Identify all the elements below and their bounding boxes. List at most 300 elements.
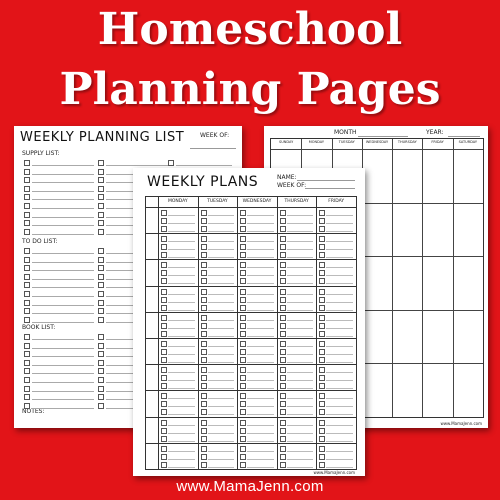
checkbox <box>161 428 167 434</box>
grid-line <box>146 364 356 365</box>
weekly-plans-title: WEEKLY PLANS <box>147 174 259 190</box>
grid-line <box>277 197 278 469</box>
checkbox <box>24 177 30 183</box>
checkbox <box>319 383 325 389</box>
checklist-line <box>32 208 94 209</box>
checklist-line <box>32 348 94 349</box>
checklist-line <box>287 459 314 460</box>
checklist-line <box>326 354 353 355</box>
checkbox <box>161 375 167 381</box>
checkbox <box>24 203 30 209</box>
checkbox <box>161 420 167 426</box>
grid-line <box>146 207 356 208</box>
checklist-line <box>287 406 314 407</box>
checkbox <box>280 454 286 460</box>
checkbox <box>201 462 207 468</box>
checkbox <box>98 203 104 209</box>
checkbox <box>98 291 104 297</box>
checkbox <box>201 278 207 284</box>
checklist-line <box>208 459 235 460</box>
checkbox <box>98 403 104 409</box>
checkbox <box>161 446 167 452</box>
checkbox <box>161 244 167 250</box>
checklist-line <box>208 425 235 426</box>
checklist-line <box>287 388 314 389</box>
checklist-line <box>208 283 235 284</box>
checkbox <box>201 367 207 373</box>
checkbox <box>98 186 104 192</box>
checkbox <box>161 236 167 242</box>
checklist-line <box>168 310 195 311</box>
checkbox <box>201 297 207 303</box>
checkbox <box>161 210 167 216</box>
day-header: FRIDAY <box>328 199 345 204</box>
checkbox <box>161 383 167 389</box>
checkbox <box>161 262 167 268</box>
day-header: WEDNESDAY <box>365 140 389 144</box>
checklist-line <box>32 382 94 383</box>
checklist-line <box>326 310 353 311</box>
checkbox <box>240 278 246 284</box>
checklist-line <box>247 451 274 452</box>
checkbox <box>24 282 30 288</box>
checkbox <box>24 386 30 392</box>
checklist-line <box>247 467 274 468</box>
checklist-line <box>287 231 314 232</box>
checkbox <box>240 454 246 460</box>
checklist-line <box>32 199 94 200</box>
checklist-line <box>247 362 274 363</box>
checkbox <box>161 297 167 303</box>
grid-line <box>392 139 393 417</box>
checklist-line <box>168 354 195 355</box>
checkbox <box>280 357 286 363</box>
weekly-plans-page <box>133 168 365 476</box>
checkbox <box>24 360 30 366</box>
checklist-line <box>247 388 274 389</box>
checklist-line <box>326 414 353 415</box>
checklist-line <box>208 241 235 242</box>
checkbox <box>319 297 325 303</box>
checkbox <box>240 226 246 232</box>
checklist-line <box>168 406 195 407</box>
checkbox <box>161 367 167 373</box>
checkbox <box>201 401 207 407</box>
checkbox <box>24 334 30 340</box>
checkbox <box>98 248 104 254</box>
checklist-line <box>326 231 353 232</box>
checklist-line <box>326 372 353 373</box>
checkbox <box>240 436 246 442</box>
checkbox <box>319 401 325 407</box>
checklist-line <box>247 328 274 329</box>
checkbox <box>98 169 104 175</box>
checkbox <box>98 274 104 280</box>
checkbox <box>24 394 30 400</box>
checkbox <box>24 257 30 263</box>
checklist-line <box>287 241 314 242</box>
checkbox <box>98 308 104 314</box>
checklist-line <box>32 234 94 235</box>
checkbox <box>280 270 286 276</box>
checklist-line <box>287 354 314 355</box>
checklist-line <box>247 346 274 347</box>
checkbox <box>24 265 30 271</box>
checkbox <box>240 375 246 381</box>
checkbox <box>319 436 325 442</box>
checkbox <box>98 160 104 166</box>
checkbox <box>240 420 246 426</box>
checkbox <box>161 401 167 407</box>
checkbox <box>319 341 325 347</box>
checkbox <box>24 377 30 383</box>
checkbox <box>24 220 30 226</box>
checklist-line <box>326 267 353 268</box>
checklist-line <box>208 414 235 415</box>
grid-line <box>198 197 199 469</box>
checkbox <box>319 323 325 329</box>
checkbox <box>319 289 325 295</box>
grid-line <box>146 312 356 313</box>
checklist-line <box>168 372 195 373</box>
day-header: TUESDAY <box>338 140 355 144</box>
checklist-line <box>287 372 314 373</box>
checkbox <box>98 343 104 349</box>
checklist-line <box>208 388 235 389</box>
checklist-line <box>326 249 353 250</box>
checklist-line <box>168 215 195 216</box>
checklist-line <box>287 249 314 250</box>
checklist-line <box>326 223 353 224</box>
day-header: WEDNESDAY <box>242 199 272 204</box>
checkbox <box>24 317 30 323</box>
checkbox <box>161 349 167 355</box>
weekly-plans-week-of: WEEK OF: <box>277 182 307 189</box>
checklist-line <box>287 215 314 216</box>
checkbox <box>240 401 246 407</box>
checklist-line <box>326 257 353 258</box>
checklist-line <box>168 380 195 381</box>
checkbox <box>24 300 30 306</box>
supply-list-label: SUPPLY LIST: <box>22 150 60 157</box>
checklist-line <box>208 451 235 452</box>
checkbox <box>24 169 30 175</box>
grid-line <box>146 417 356 418</box>
checkbox <box>201 262 207 268</box>
grid-line <box>146 443 356 444</box>
checklist-line <box>208 302 235 303</box>
checklist-line <box>326 388 353 389</box>
day-header: SUNDAY <box>278 140 294 144</box>
checkbox <box>319 226 325 232</box>
grid-line <box>146 390 356 391</box>
month-page-footer: www.MamaJenn.com <box>440 421 482 426</box>
checklist-line <box>168 302 195 303</box>
checklist-line <box>247 283 274 284</box>
checklist-line <box>208 215 235 216</box>
checkbox <box>161 218 167 224</box>
checkbox <box>319 420 325 426</box>
checkbox <box>319 428 325 434</box>
checklist-line <box>287 414 314 415</box>
checklist-line <box>247 302 274 303</box>
checklist-line <box>287 362 314 363</box>
checklist-line <box>287 275 314 276</box>
checklist-line <box>326 346 353 347</box>
checkbox <box>201 436 207 442</box>
checkbox <box>98 282 104 288</box>
checklist-line <box>326 336 353 337</box>
checklist-line <box>247 310 274 311</box>
checklist-line <box>326 362 353 363</box>
checklist-line <box>168 467 195 468</box>
checkbox <box>240 462 246 468</box>
checkbox <box>240 428 246 434</box>
checklist-line <box>247 414 274 415</box>
checkbox <box>201 409 207 415</box>
checklist-line <box>287 425 314 426</box>
checkbox <box>24 229 30 235</box>
grid-line <box>146 286 356 287</box>
checklist-line <box>208 336 235 337</box>
weekly-plans-grid <box>145 196 357 470</box>
checklist-line <box>326 328 353 329</box>
day-header: TUESDAY <box>207 199 228 204</box>
checkbox <box>201 375 207 381</box>
grid-line <box>453 139 454 417</box>
day-header: THURSDAY <box>284 199 309 204</box>
checkbox <box>280 244 286 250</box>
planning-list-title: WEEKLY PLANNING LIST <box>20 130 185 145</box>
checkbox <box>240 341 246 347</box>
checkbox <box>319 462 325 468</box>
checklist-line <box>287 398 314 399</box>
checkbox <box>24 308 30 314</box>
checklist-line <box>326 441 353 442</box>
checklist-line <box>208 398 235 399</box>
checkbox <box>319 244 325 250</box>
checklist-line <box>247 433 274 434</box>
year-label: YEAR: <box>426 129 444 136</box>
checkbox <box>24 403 30 409</box>
checkbox <box>240 210 246 216</box>
checklist-line <box>168 451 195 452</box>
checklist-line <box>168 241 195 242</box>
checklist-line <box>208 441 235 442</box>
checklist-line <box>32 391 94 392</box>
grid-line <box>271 149 483 150</box>
checkbox <box>98 360 104 366</box>
to-do-list-label: TO DO LIST: <box>22 238 58 245</box>
checkbox <box>201 428 207 434</box>
checkbox <box>201 210 207 216</box>
title-line-1: Homeschool <box>97 4 403 55</box>
checklist-line <box>208 294 235 295</box>
checkbox <box>201 323 207 329</box>
title-line-2: Planning Pages <box>59 64 441 115</box>
checkbox <box>201 349 207 355</box>
checkbox <box>319 349 325 355</box>
checkbox <box>24 160 30 166</box>
checklist-line <box>208 275 235 276</box>
grid-line <box>146 233 356 234</box>
checkbox <box>161 393 167 399</box>
checklist-line <box>208 310 235 311</box>
footer-url: www.MamaJenn.com <box>176 478 324 495</box>
checklist-line <box>32 253 94 254</box>
checkbox <box>201 331 207 337</box>
weekly-plans-name: NAME: <box>277 174 297 181</box>
checklist-line <box>208 346 235 347</box>
checkbox <box>24 274 30 280</box>
checkbox <box>319 218 325 224</box>
checklist-line <box>208 257 235 258</box>
checkbox <box>24 343 30 349</box>
checkbox <box>280 226 286 232</box>
checklist-line <box>168 414 195 415</box>
book-list-label: BOOK LIST: <box>22 324 56 331</box>
checkbox <box>24 212 30 218</box>
checklist-line <box>32 313 94 314</box>
checkbox <box>280 428 286 434</box>
checklist-line <box>106 165 168 166</box>
checklist-line <box>32 356 94 357</box>
checklist-line <box>168 459 195 460</box>
checkbox <box>98 317 104 323</box>
checkbox <box>98 351 104 357</box>
checklist-line <box>247 257 274 258</box>
checkbox <box>319 331 325 337</box>
checklist-line <box>168 223 195 224</box>
checkbox <box>98 368 104 374</box>
checklist-line <box>326 320 353 321</box>
checklist-line <box>168 320 195 321</box>
checkbox <box>98 300 104 306</box>
checkbox <box>240 357 246 363</box>
checkbox <box>98 257 104 263</box>
checkbox <box>161 252 167 258</box>
checklist-line <box>32 339 94 340</box>
checkbox <box>280 236 286 242</box>
checklist-line <box>287 294 314 295</box>
checklist-line <box>247 380 274 381</box>
checkbox <box>240 409 246 415</box>
checkbox <box>168 160 174 166</box>
checklist-line <box>208 223 235 224</box>
checklist-line <box>326 467 353 468</box>
checkbox <box>280 297 286 303</box>
checklist-line <box>287 380 314 381</box>
checkbox <box>201 270 207 276</box>
grid-line <box>146 338 356 339</box>
checkbox <box>201 236 207 242</box>
checklist-line <box>247 425 274 426</box>
checklist-line <box>168 362 195 363</box>
checkbox <box>98 377 104 383</box>
checkbox <box>240 244 246 250</box>
checkbox <box>201 393 207 399</box>
checkbox <box>319 315 325 321</box>
checklist-line <box>168 267 195 268</box>
checkbox <box>161 357 167 363</box>
day-header: SATURDAY <box>458 140 478 144</box>
checklist-line <box>168 346 195 347</box>
checklist-line <box>208 354 235 355</box>
grid-line <box>146 259 356 260</box>
checkbox <box>280 401 286 407</box>
day-header: MONDAY <box>167 199 188 204</box>
checkbox <box>201 252 207 258</box>
checklist-line <box>287 223 314 224</box>
checklist-line <box>326 425 353 426</box>
checkbox <box>280 262 286 268</box>
checkbox <box>240 305 246 311</box>
checkbox <box>280 409 286 415</box>
checkbox <box>280 252 286 258</box>
checkbox <box>24 368 30 374</box>
checklist-line <box>32 182 94 183</box>
checkbox <box>161 226 167 232</box>
checklist-line <box>32 191 94 192</box>
checkbox <box>319 375 325 381</box>
notes-label: NOTES: <box>22 408 45 415</box>
checklist-line <box>247 441 274 442</box>
checkbox <box>24 194 30 200</box>
checkbox <box>240 262 246 268</box>
checkbox <box>98 212 104 218</box>
checkbox <box>240 446 246 452</box>
checkbox <box>161 289 167 295</box>
checklist-line <box>208 406 235 407</box>
checklist-line <box>326 433 353 434</box>
checklist-line <box>168 441 195 442</box>
checklist-line <box>326 398 353 399</box>
checklist-line <box>168 257 195 258</box>
checkbox <box>319 393 325 399</box>
checklist-line <box>168 433 195 434</box>
checklist-line <box>32 279 94 280</box>
checkbox <box>280 218 286 224</box>
checklist-line <box>32 225 94 226</box>
checklist-line <box>208 433 235 434</box>
checkbox <box>280 375 286 381</box>
checklist-line <box>326 241 353 242</box>
checklist-line <box>326 380 353 381</box>
checklist-line <box>287 283 314 284</box>
checkbox <box>319 278 325 284</box>
checklist-line <box>168 249 195 250</box>
checklist-line <box>287 320 314 321</box>
checkbox <box>201 226 207 232</box>
checkbox <box>161 323 167 329</box>
checkbox <box>280 289 286 295</box>
weekly-plans-footer: www.MamaJenn.com <box>313 470 355 475</box>
checkbox <box>240 393 246 399</box>
checklist-line <box>208 380 235 381</box>
checklist-line <box>247 406 274 407</box>
grid-line <box>316 197 317 469</box>
checkbox <box>280 446 286 452</box>
checklist-line <box>247 398 274 399</box>
checkbox <box>240 331 246 337</box>
checkbox <box>319 409 325 415</box>
checkbox <box>280 462 286 468</box>
checkbox <box>280 278 286 284</box>
checklist-line <box>247 459 274 460</box>
checkbox <box>98 194 104 200</box>
checkbox <box>240 297 246 303</box>
checklist-line <box>208 267 235 268</box>
